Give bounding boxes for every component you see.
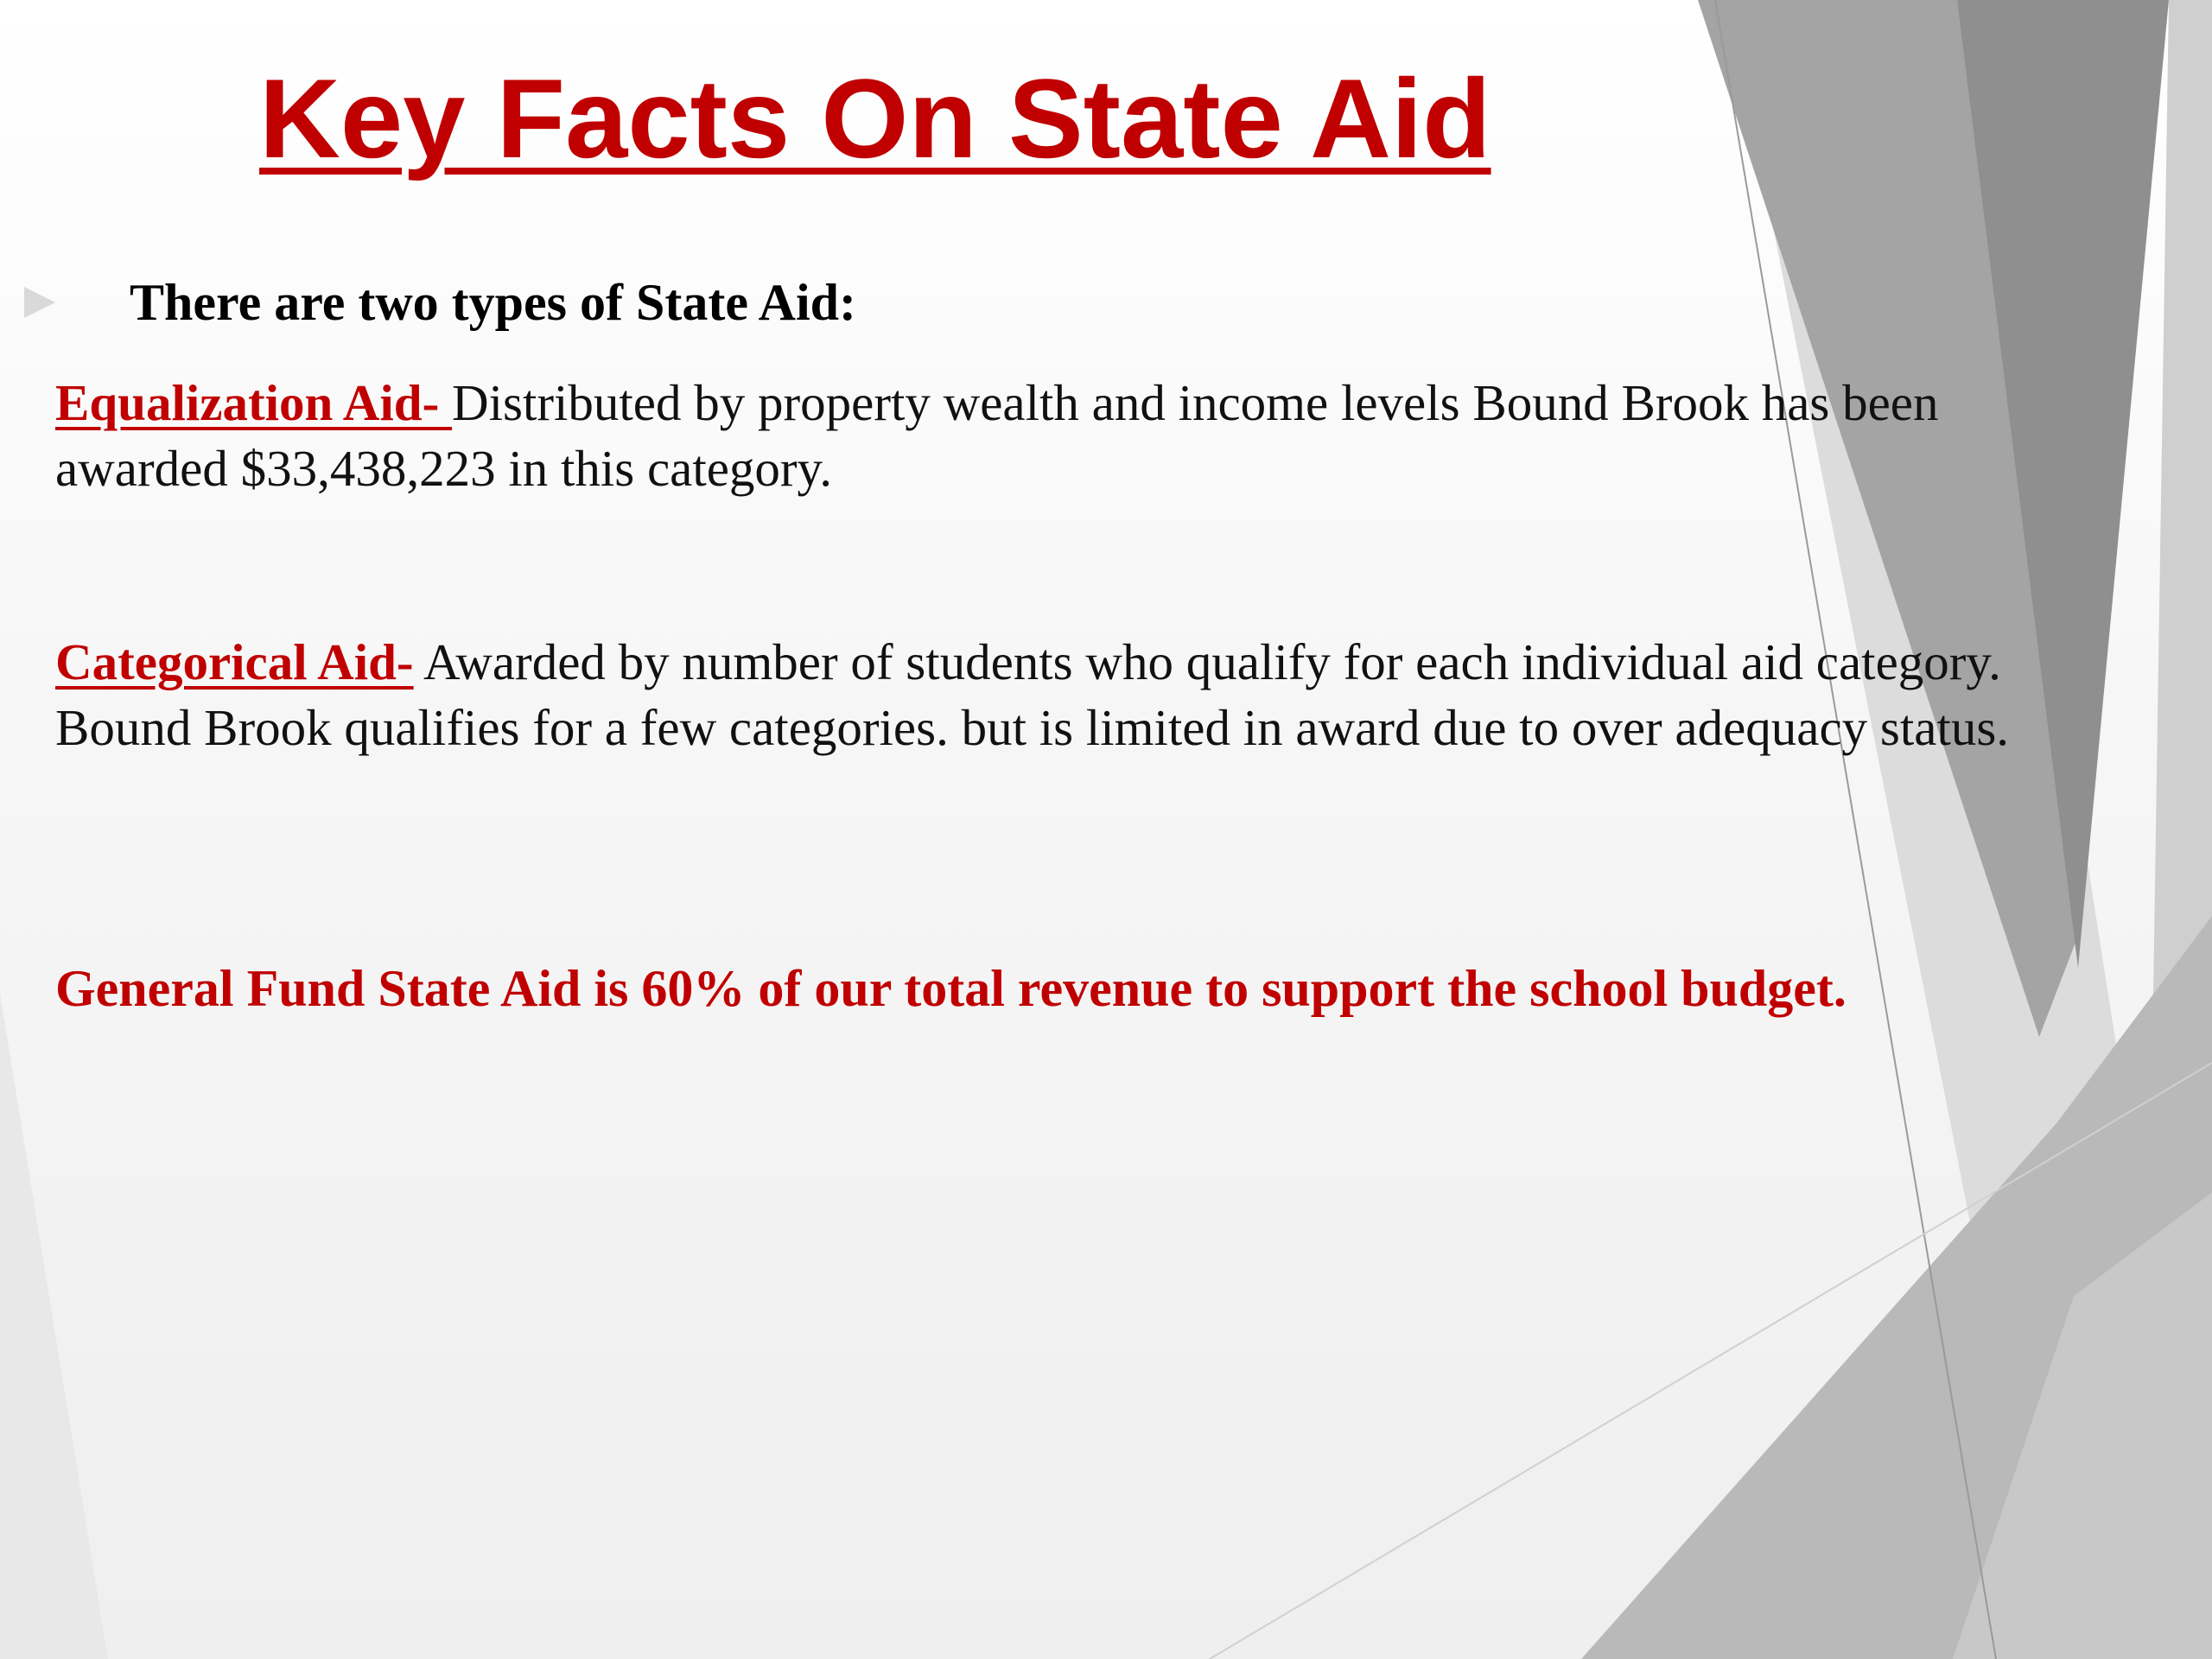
bullet-text: There are two types of State Aid:: [130, 273, 856, 331]
categorical-aid-text: Awarded by number of students who qualify for each individual aid category. Bound Brook qualifies for a few categories. but is limited in award due to over adequacy status.: [55, 633, 2010, 756]
triangle-bullet-icon: [24, 287, 55, 318]
slide-title: Key Facts On State Aid: [259, 55, 1491, 181]
equalization-aid-text: Distributed by property wealth and income levels Bound Brook has been awarded $33,438,223 in this category.: [55, 374, 1939, 497]
categorical-aid-label: Categorical Aid-: [55, 633, 414, 690]
equalization-aid-paragraph: [55, 370, 2025, 501]
categorical-aid-paragraph: [55, 629, 2025, 760]
state-aid-highlight: General Fund State Aid is 60% of our total revenue to support the school budget.: [55, 960, 1847, 1017]
equalization-aid-label: Equalization Aid-: [55, 374, 453, 431]
bullet-item: [24, 268, 856, 337]
